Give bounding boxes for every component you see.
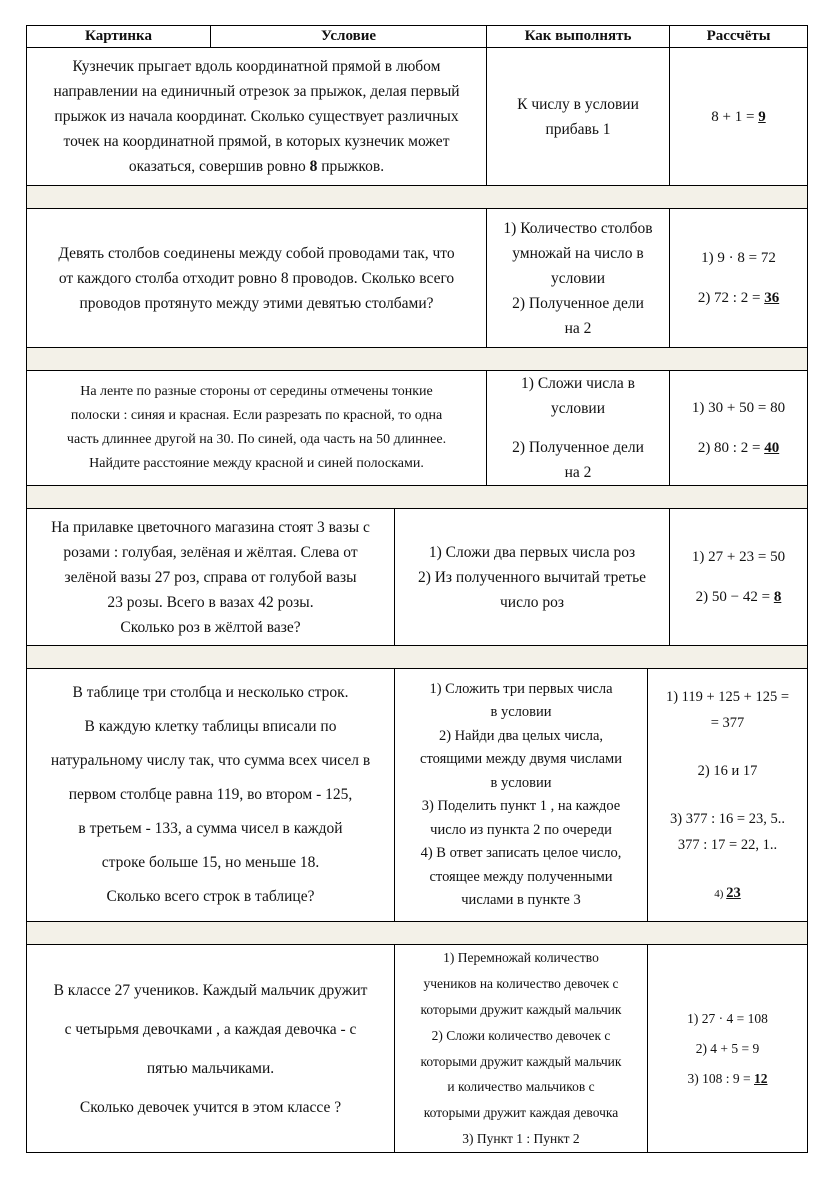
row3-calc: 1) 30 + 50 = 80 2) 80 : 2 = 40 bbox=[669, 370, 808, 486]
separator bbox=[26, 347, 808, 371]
row3-condition: На ленте по разные стороны от середины отмечены тонкие полоски : синяя и красная. Если разрезать по красной, то одна часть длиннее другой на 30. По синей, ода часть на 50 длиннее. Найдите расстояние между красной и синей полосками. bbox=[26, 370, 487, 486]
header-condition: Условие bbox=[210, 25, 487, 48]
row4-condition: На прилавке цветочного магазина стоят 3 вазы с розами : голубая, зелёная и жёлтая. Слева от зелёной вазы 27 роз, справа от голубой вазы 23 розы. Всего в вазах 42 розы. Сколько роз в жёлтой вазе? bbox=[26, 508, 395, 646]
row5-condition: В таблице три столбца и несколько строк. В каждую клетку таблицы вписали по натуральному числу так, что сумма всех чисел в первом столбце равна 119, во втором - 125, в третьем - 133, а сумма чисел в каждой строке больше 15, но меньше 18. Сколько всего строк в таблице? bbox=[26, 668, 395, 922]
header-picture: Картинка bbox=[26, 25, 211, 48]
row5-calc: 1) 119 + 125 + 125 = = 377 2) 16 и 17 3) 377 : 16 = 23, 5.. 377 : 17 = 22, 1.. 4) 23 bbox=[647, 668, 808, 922]
row2-calc: 1) 9 · 8 = 72 2) 72 : 2 = 36 bbox=[669, 208, 808, 348]
row6-how: 1) Перемножай количество учеников на количество девочек с которыми дружит каждый мальчик 2) Сложи количество девочек с которыми дружит каждый мальчик и количество мальчиков с которыми дружит каждая девочка 3) Пункт 1 : Пункт 2 bbox=[394, 944, 648, 1153]
answer: 36 bbox=[764, 290, 780, 306]
row4-how: 1) Сложи два первых числа роз 2) Из полученного вычитай третье число роз bbox=[394, 508, 670, 646]
row3-how: 1) Сложи числа в условии 2) Полученное дели на 2 bbox=[486, 370, 670, 486]
separator bbox=[26, 185, 808, 209]
row1-calc: 8 + 1 = 9 bbox=[669, 47, 808, 186]
row6-calc: 1) 27 · 4 = 108 2) 4 + 5 = 9 3) 108 : 9 = 12 bbox=[647, 944, 808, 1153]
row4-calc: 1) 27 + 23 = 50 2) 50 − 42 = 8 bbox=[669, 508, 808, 646]
row5-how: 1) Сложить три первых числа в условии 2) Найди два целых числа, стоящими между двумя числами в условии 3) Поделить пункт 1 , на каждое число из пункта 2 по очереди 4) В ответ записать целое число, стоящее между полученными числами в пункте 3 bbox=[394, 668, 648, 922]
answer: 23 bbox=[726, 884, 741, 901]
answer: 40 bbox=[764, 440, 780, 456]
header-calc: Рассчёты bbox=[669, 25, 808, 48]
row1-how: К числу в условии прибавь 1 bbox=[486, 47, 670, 186]
answer: 9 bbox=[758, 108, 766, 125]
header-how: Как выполнять bbox=[486, 25, 670, 48]
row2-how: 1) Количество столбов умножай на число в условии 2) Полученное дели на 2 bbox=[486, 208, 670, 348]
answer: 8 bbox=[773, 589, 782, 605]
separator bbox=[26, 485, 808, 509]
row6-condition: В классе 27 учеников. Каждый мальчик дружит с четырьмя девочками , а каждая девочка - с пятью мальчиками. Сколько девочек учится в этом классе ? bbox=[26, 944, 395, 1153]
row2-condition: Девять столбов соединены между собой проводами так, что от каждого столба отходит ровно 8 проводов. Сколько всего проводов протянуто между этими девятью столбами? bbox=[26, 208, 487, 348]
separator bbox=[26, 645, 808, 669]
separator bbox=[26, 921, 808, 945]
row1-condition: Кузнечик прыгает вдоль координатной прямой в любом направлении на единичный отрезок за прыжок, делая первый прыжок из начала координат. Сколько существует различных точек на координатной прямой, в которых кузнечик может оказаться, совершив ровно 8 прыжков. bbox=[26, 47, 487, 186]
answer: 12 bbox=[754, 1070, 768, 1086]
